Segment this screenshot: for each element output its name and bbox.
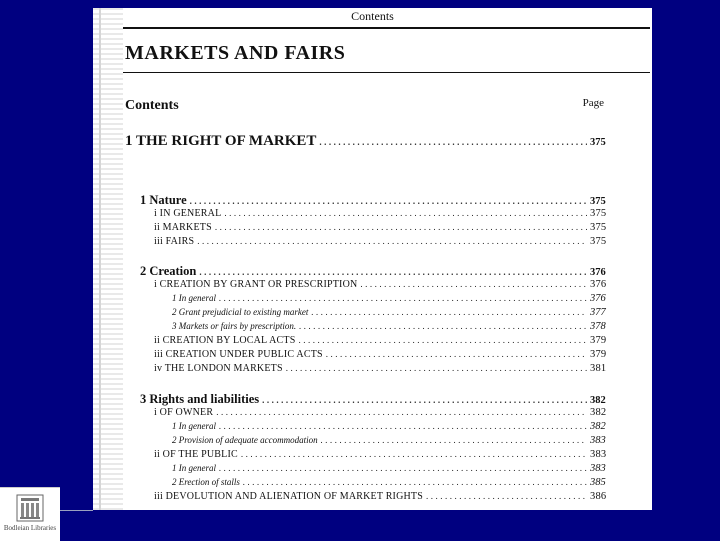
toc-entry-page: 375 [590,208,607,219]
toc-entry-page: 377 [590,307,606,318]
toc-entry-label: ii OF THE PUBLIC [154,449,238,460]
leader-dots [216,407,587,417]
toc-entry-label: ii CREATION BY LOCAL ACTS [154,335,296,346]
leader-dots [241,449,587,459]
toc-entry [154,407,616,418]
toc-entry-page: 378 [590,321,606,332]
toc-entry [154,363,616,374]
leader-dots [219,463,587,473]
toc-entry-page: 386 [590,491,607,502]
toc-entry-page: 382 [590,421,606,432]
leader-dots [224,208,587,218]
toc-entry [154,335,616,346]
toc-entry-page: 379 [590,335,607,346]
leader-dots [311,307,587,317]
library-building-icon [16,494,44,522]
leader-dots [219,293,587,303]
library-logo [0,487,60,541]
leader-dots [197,236,587,246]
document-page [93,8,652,510]
toc-entry [154,279,616,290]
toc-entry-label: 1 In general [172,463,216,473]
leader-dots [215,222,587,232]
header-rule [123,27,650,29]
footer-line [60,510,93,511]
toc-entry-page: 376 [590,279,607,290]
toc-entry [154,222,616,233]
leader-dots [299,335,588,345]
leader-dots [219,421,587,431]
toc-entry-label: iii CREATION UNDER PUBLIC ACTS [154,349,323,360]
toc-entry [172,307,616,318]
toc-entry [172,435,616,446]
toc-entry [154,349,616,360]
toc-entry [154,491,616,502]
toc-entry-page: 375 [590,196,606,207]
leader-dots [199,267,587,277]
running-head: Contents [351,9,394,23]
toc-entry-label: ii MARKETS [154,222,212,233]
leader-dots [321,435,587,445]
toc-entry [172,293,616,304]
toc-entry [125,133,616,150]
leader-dots [326,349,587,359]
toc-entry-label: iv THE LONDON MARKETS [154,363,283,374]
toc-entry [154,236,616,247]
title-rule [123,72,650,73]
toc-entry [140,264,616,279]
leader-dots [319,137,587,147]
toc-entry [140,193,616,208]
leader-dots [243,477,587,487]
toc-entry-page: 376 [590,293,606,304]
toc-entry-page: 376 [590,267,606,278]
toc-entry [172,321,616,332]
leader-dots [299,321,587,331]
toc-entry-label: i OF OWNER [154,407,214,418]
toc-entry-page: 382 [590,407,607,418]
leader-dots [286,363,587,373]
toc-entry [154,208,616,219]
page-title: MARKETS AND FAIRS [125,42,346,64]
toc-entry [154,449,616,460]
toc-entry-label: iii DEVOLUTION AND ALIENATION OF MARKET RIGHTS [154,491,424,502]
leader-dots [426,491,587,501]
toc-entry-page: 383 [590,449,607,460]
toc-entry-page: 375 [590,137,606,148]
toc-entry-page: 383 [590,435,606,446]
contents-label: Contents [125,98,179,113]
toc-entry-label: i CREATION BY GRANT OR PRESCRIPTION [154,279,358,290]
leader-dots [190,196,587,206]
toc-entry-label: 1 In general [172,421,216,431]
toc-entry-label: 2 Creation [140,264,197,278]
toc-entry-label: 1 Nature [140,193,187,207]
toc-entry-label: 2 Erection of stalls [172,477,240,487]
toc-entry-page: 375 [590,222,607,233]
toc-entry [172,477,616,488]
toc-entry-page: 382 [590,395,606,406]
page-column-label: Page [582,97,604,109]
toc-entry-page: 381 [590,363,607,374]
toc-entry-label: 3 Rights and liabilities [140,392,260,406]
logo-caption: Bodleian Libraries [3,524,57,532]
toc-entry-label: iii FAIRS [154,236,195,247]
toc-entry-page: 383 [590,463,606,474]
toc-entry-page: 375 [590,236,607,247]
toc-entry-label: 3 Markets or fairs by prescription. [172,321,297,331]
toc-entry [172,421,616,432]
binding-gutter [93,8,123,510]
toc-entry [172,463,616,474]
toc-entry-label: 2 Provision of adequate accommodation [172,435,318,445]
toc-entry-label: 1 In general [172,293,216,303]
toc-entry-label: i IN GENERAL [154,208,222,219]
toc-entry [140,392,616,407]
toc-entry-page: 379 [590,349,607,360]
toc-entry-page: 385 [590,477,606,488]
leader-dots [262,395,587,405]
toc-entry-label: 1 THE RIGHT OF MARKET [125,133,317,149]
leader-dots [360,279,587,289]
toc-entry-label: 2 Grant prejudicial to existing market [172,307,309,317]
